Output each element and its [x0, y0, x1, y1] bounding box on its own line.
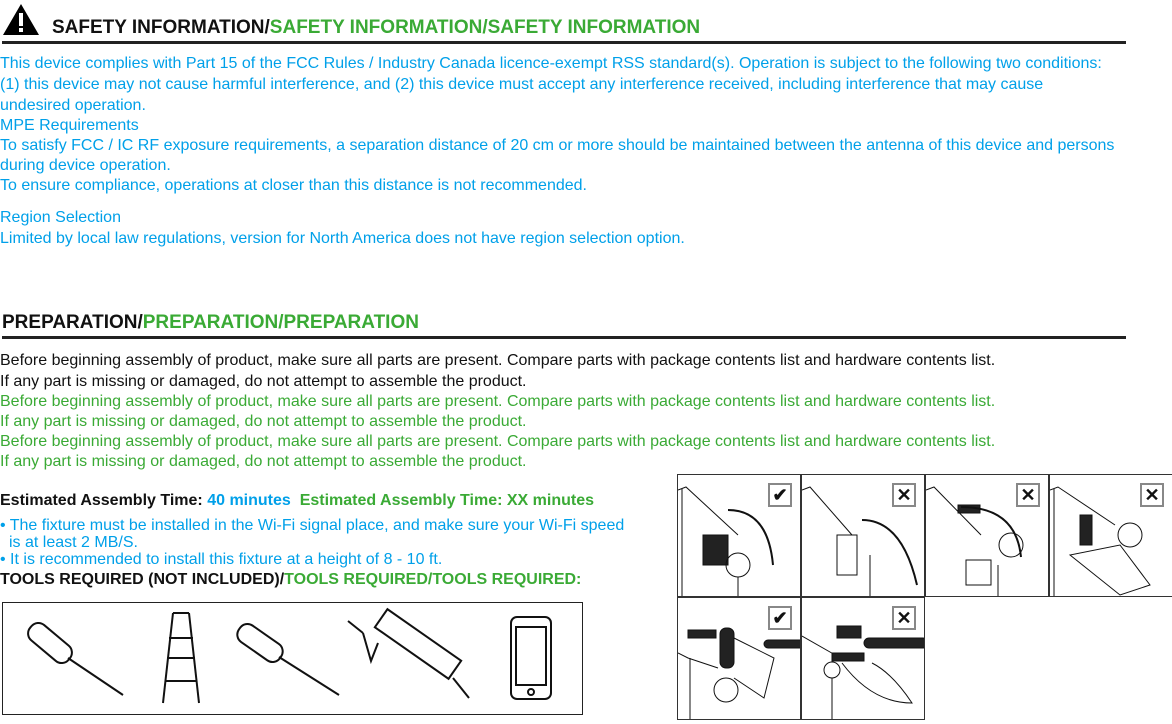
mpe-heading: MPE Requirements: [0, 117, 139, 134]
x-icon: ✕: [1140, 483, 1164, 507]
safety-line: To satisfy FCC / IC RF exposure requirements, a separation distance of 20 cm or more should be maintained between the antenna of this device and persons: [0, 137, 1115, 154]
prep-line: If any part is missing or damaged, do not attempt to assemble the product.: [0, 413, 527, 430]
bullet: • It is recommended to install this fixture at a height of 8 - 10 ft.: [0, 551, 443, 568]
assembly-time-value: 40 minutes: [207, 492, 291, 509]
check-icon: ✔: [768, 606, 792, 630]
mounting-wrong-1: [801, 474, 925, 597]
divider: [2, 41, 1126, 44]
safety-line: undesired operation.: [0, 97, 146, 114]
tools-heading-black: TOOLS REQUIRED (NOT INCLUDED)/: [0, 571, 285, 588]
mounting-wrong-2: [925, 474, 1049, 597]
tools-box: [2, 602, 583, 715]
safety-line: This device complies with Part 15 of the FCC Rules / Industry Canada licence-exempt RSS standard(s). Operation is subject to the following two conditions:: [0, 55, 1102, 72]
x-icon: ✕: [892, 483, 916, 507]
mounting-correct-2: [677, 597, 801, 720]
preparation-title-green: PREPARATION/PREPARATION: [142, 312, 419, 333]
safety-line: To ensure compliance, operations at closer than this distance is not recommended.: [0, 177, 587, 194]
safety-title-black: SAFETY INFORMATION/: [52, 17, 270, 38]
check-icon: ✔: [768, 483, 792, 507]
safety-line: during device operation.: [0, 157, 171, 174]
assembly-time: [0, 491, 594, 511]
bullet: • The fixture must be installed in the Wi-Fi signal place, and make sure your Wi-Fi speed: [0, 517, 625, 534]
mounting-wrong-3: [1049, 474, 1172, 597]
safety-title-green: SAFETY INFORMATION/SAFETY INFORMATION: [269, 17, 701, 38]
region-heading: Region Selection: [0, 209, 121, 226]
prep-line: Before beginning assembly of product, make sure all parts are present. Compare parts with package contents list and hardware contents list.: [0, 352, 996, 369]
divider: [2, 336, 1126, 339]
mounting-wrong-4: [801, 597, 925, 720]
preparation-title: [2, 312, 419, 334]
assembly-time-label: Estimated Assembly Time:: [0, 492, 203, 509]
prep-line: Before beginning assembly of product, make sure all parts are present. Compare parts with package contents list and hardware contents list.: [0, 433, 996, 450]
x-icon: ✕: [892, 606, 916, 630]
safety-line: (1) this device may not cause harmful interference, and (2) this device must accept any interference received, including interference that may cause: [0, 76, 1044, 93]
tools-heading-green: TOOLS REQUIRED/TOOLS REQUIRED:: [284, 571, 582, 588]
bullet-cont: is at least 2 MB/S.: [9, 534, 138, 551]
caulking-gun-icon: [348, 609, 469, 698]
mounting-correct-1: [677, 474, 801, 597]
prep-line: If any part is missing or damaged, do not attempt to assemble the product.: [0, 453, 527, 470]
ladder-icon: [163, 613, 199, 703]
region-text: Limited by local law regulations, version for North America does not have region selection option.: [0, 230, 685, 247]
phillips-screwdriver-icon: [24, 619, 123, 695]
flathead-screwdriver-icon: [234, 620, 339, 695]
prep-line: Before beginning assembly of product, make sure all parts are present. Compare parts with package contents list and hardware contents list.: [0, 393, 996, 410]
prep-line: If any part is missing or damaged, do not attempt to assemble the product.: [0, 373, 527, 390]
safety-title: [52, 17, 700, 39]
tools-heading: [0, 570, 581, 590]
preparation-title-black: PREPARATION/: [2, 312, 143, 333]
smartphone-icon: [511, 617, 551, 699]
assembly-time-green: Estimated Assembly Time: XX minutes: [299, 492, 595, 509]
warning-icon: [2, 2, 40, 36]
x-icon: ✕: [1016, 483, 1040, 507]
